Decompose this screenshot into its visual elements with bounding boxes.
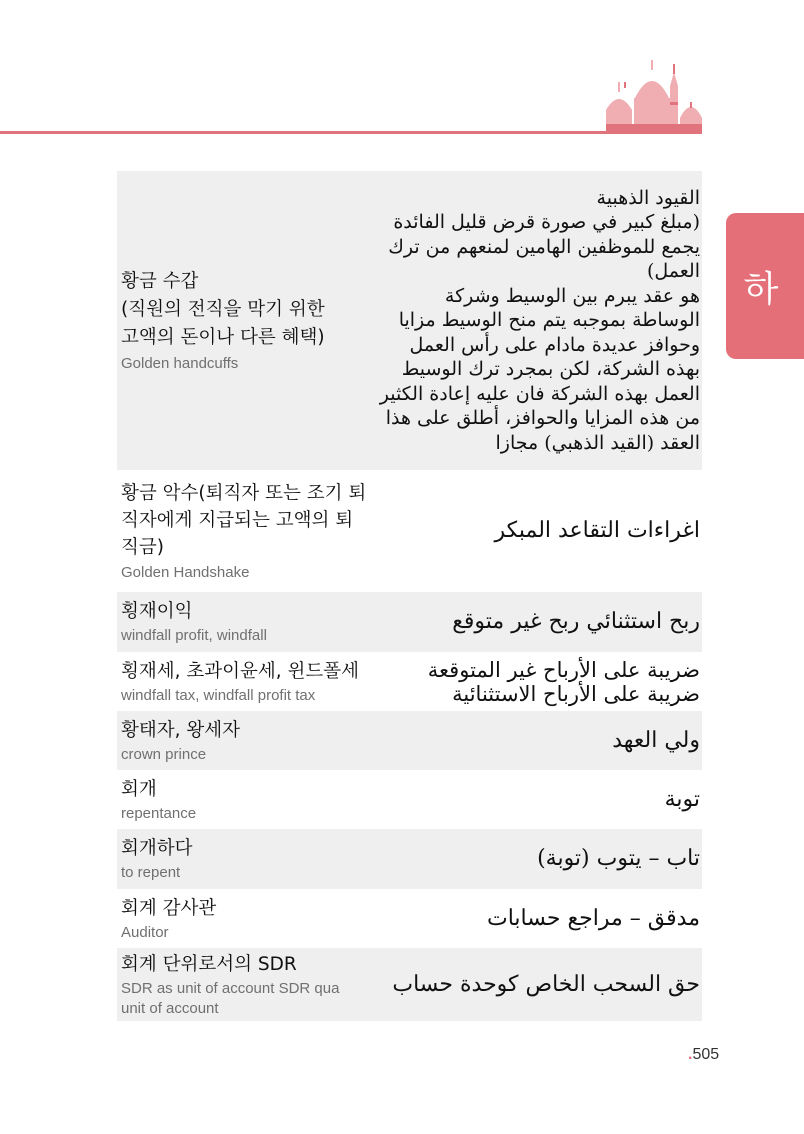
table-row [117, 770, 702, 829]
arabic-cell [371, 727, 702, 755]
header-rule [0, 131, 702, 134]
arabic-cell [371, 905, 702, 933]
english-term: windfall tax, windfall profit tax [121, 686, 316, 704]
korean-cell [121, 835, 371, 883]
section-tab-letter: 하 [743, 268, 779, 310]
arabic-term: ولي العهد [612, 727, 700, 753]
korean-cell [121, 776, 371, 824]
arabic-term: تاب – يتوب (توبة) [537, 846, 700, 871]
korean-term: 회계 단위로서의 SDR [121, 953, 297, 975]
english-term: Golden handcuffs [121, 354, 239, 372]
arabic-term: اغراءات التقاعد المبكر [494, 518, 700, 543]
arabic-cell [371, 186, 702, 456]
korean-cell [121, 658, 371, 706]
arabic-term: مدقق – مراجع حسابات [487, 905, 700, 931]
korean-term: 횡재이익 [121, 601, 193, 622]
page-number [688, 1046, 719, 1064]
mosque-icon [600, 58, 704, 134]
page-number-dot: . [688, 1046, 693, 1063]
english-term: Auditor [121, 923, 169, 941]
korean-term: 회계 감사관 [121, 897, 217, 919]
korean-term: 회개 [121, 778, 157, 800]
arabic-cell [371, 658, 702, 706]
table-row [117, 711, 702, 770]
arabic-cell [371, 845, 702, 873]
arabic-term: حق السحب الخاص كوحدة حساب [392, 971, 700, 997]
korean-cell [121, 268, 371, 374]
page-number-value: 505 [692, 1046, 720, 1063]
table-row [117, 889, 702, 948]
arabic-cell [371, 786, 702, 814]
korean-cell [121, 717, 371, 765]
arabic-term: القيود الذهبية (مبلغ كبير في صورة قرض قليل الفائدة يجمع للموظفين الهامين لمنعهم من ترك العمل) هو عقد يبرم بين الوسيط وشركة الوساطة بموجبه يتم منح الوسيط مزايا وحوافز عديدة مادام على رأس العمل بهذه الشركة، لكن بمجرد ترك الوسيط العمل بهذه الشركة فان عليه إعادة الكثير من هذه المزايا والحوافز، أطلق على هذا العقد (القيد الذهبي) مجازا [379, 186, 700, 454]
korean-cell [121, 895, 371, 943]
arabic-term: توبة [664, 786, 700, 812]
korean-term: 황금 악수(퇴직자 또는 조기 퇴 직자에게 지급되는 고액의 퇴 직금) [121, 482, 367, 558]
glossary-table [117, 171, 702, 1021]
korean-term: 횡재세, 초과이윤세, 윈드폴세 [121, 660, 359, 682]
arabic-cell [371, 971, 702, 999]
table-row [117, 829, 702, 889]
korean-cell [121, 480, 371, 583]
english-term: repentance [121, 804, 197, 822]
arabic-term: ربح استثنائي ربح غير متوقع [452, 609, 700, 634]
korean-term: 황금 수갑 (직원의 전직을 막기 위한 고액의 돈이나 다른 혜택) [121, 270, 325, 348]
table-row [117, 652, 702, 711]
korean-term: 황태자, 왕세자 [121, 719, 240, 741]
english-term: SDR as unit of account SDR qua unit of account [121, 979, 340, 1017]
korean-cell [121, 951, 371, 1019]
table-row [117, 171, 702, 470]
table-row [117, 592, 702, 652]
english-term: windfall profit, windfall [121, 627, 267, 644]
korean-cell [121, 598, 371, 646]
section-tab[interactable] [726, 213, 804, 359]
arabic-term: ضريبة على الأرباح غير المتوقعة ضريبة على الأرباح الاستثنائية [427, 657, 700, 706]
english-term: crown prince [121, 745, 207, 763]
english-term: Golden Handshake [121, 563, 250, 581]
arabic-cell [371, 517, 702, 545]
arabic-cell [371, 608, 702, 636]
korean-term: 회개하다 [121, 838, 193, 859]
table-row [117, 470, 702, 592]
english-term: to repent [121, 864, 181, 881]
table-row [117, 948, 702, 1021]
